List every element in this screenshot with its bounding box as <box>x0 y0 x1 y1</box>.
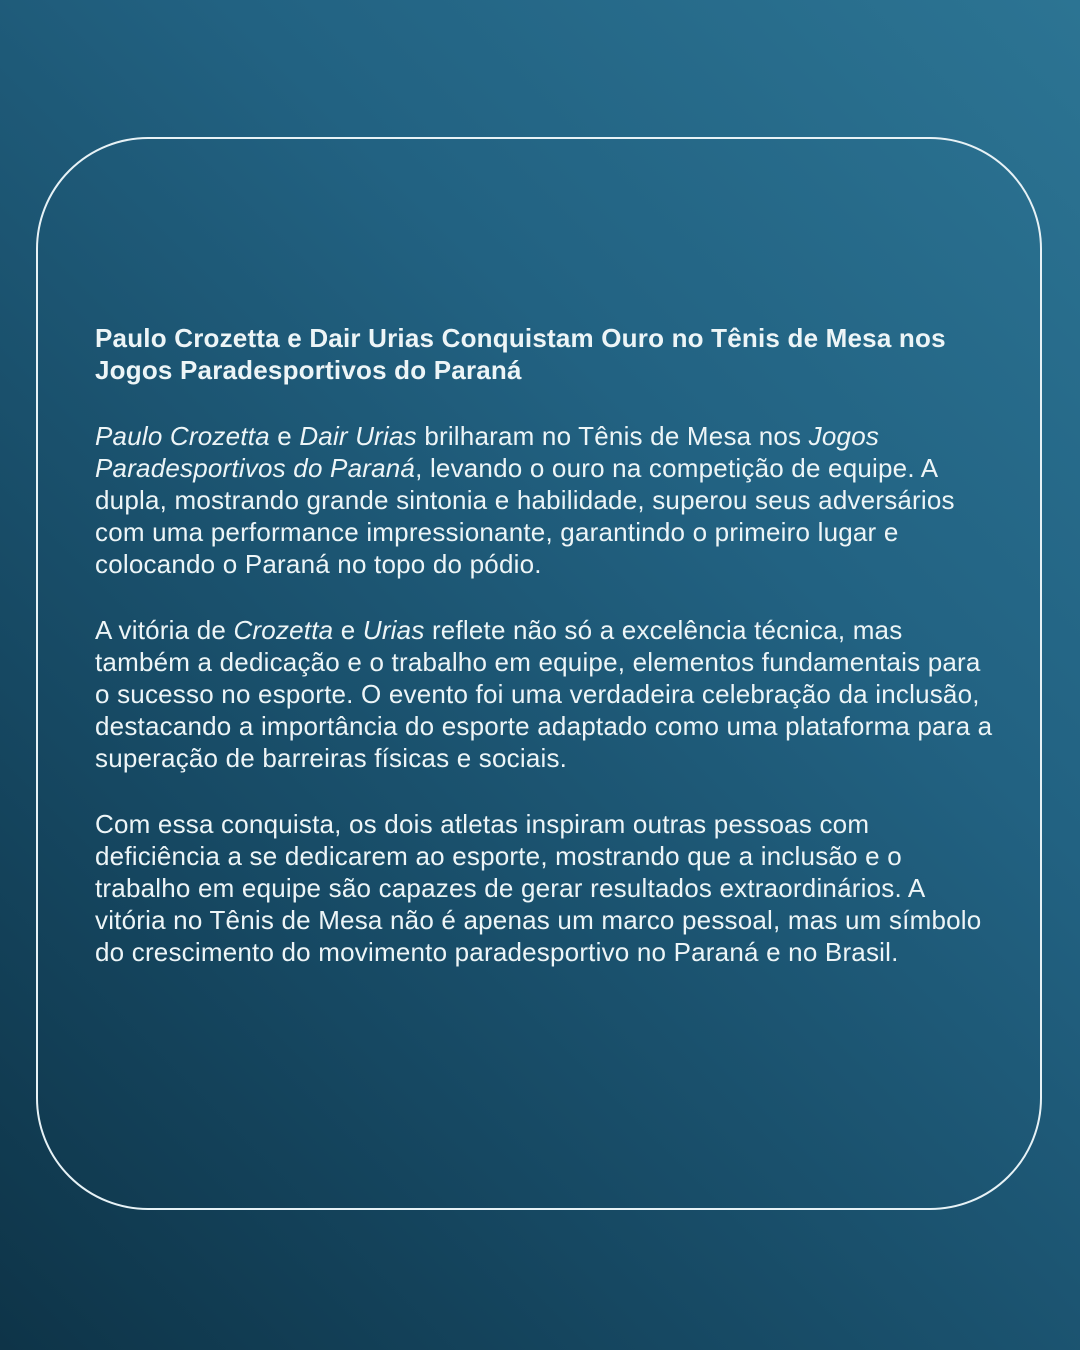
italic-text-run: Paulo Crozetta <box>95 421 270 451</box>
italic-text-run: Urias <box>362 615 425 645</box>
post-paragraph <box>95 614 993 774</box>
text-run: Com essa conquista, os dois atletas inspiram outras pessoas com deficiência a se dedicarem ao esporte, mostrando que a inclusão e o trabalho em equipe são capazes de gerar resultados extraordinários. A vitória no Tênis de Mesa não é apenas um marco pessoal, mas um símbolo do crescimento do movimento paradesportivo no Paraná e no Brasil. <box>95 809 982 967</box>
italic-text-run: Jogos Paradesportivos do Paraná <box>95 421 880 483</box>
text-run: brilharam no Tênis de Mesa nos <box>416 421 809 451</box>
post-paragraph <box>95 808 993 968</box>
post-paragraph <box>95 420 993 580</box>
text-run: e <box>333 615 363 645</box>
text-run: e <box>269 421 300 451</box>
italic-text-run: Crozetta <box>233 615 334 645</box>
post-paragraphs <box>95 420 993 968</box>
text-run: , levando o ouro na competição de equipe. A dupla, mostrando grande sintonia e habilidade, superou seus adversários com uma performance impressionante, garantindo o primeiro lugar e colocando o Paraná no topo do pódio. <box>95 453 955 579</box>
italic-text-run: Dair Urias <box>299 421 417 451</box>
text-run: reflete não só a excelência técnica, mas também a dedicação e o trabalho em equipe, elementos fundamentais para o sucesso no esporte. O evento foi uma verdadeira celebração da inclusão, destacando a importância do esporte adaptado como uma plataforma para a superação de barreiras físicas e sociais. <box>95 615 993 773</box>
post-content <box>95 322 993 968</box>
text-run: A vitória de <box>95 615 234 645</box>
post-title: Paulo Crozetta e Dair Urias Conquistam Ouro no Tênis de Mesa nos Jogos Paradesportivos do Paraná <box>95 323 946 385</box>
